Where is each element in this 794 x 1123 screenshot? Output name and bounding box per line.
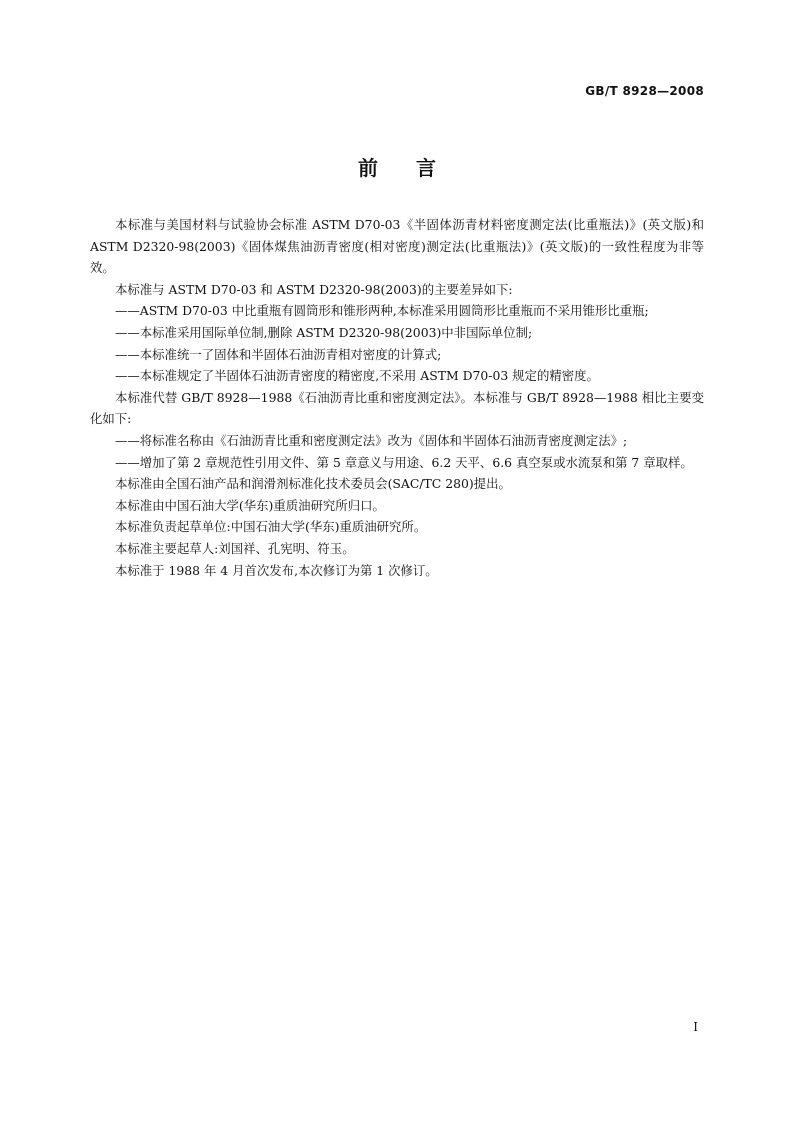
paragraph-administrator: 本标准由中国石油大学(华东)重质油研究所归口。 — [115, 497, 385, 513]
paragraph-drafting-unit: 本标准负责起草单位:中国石油大学(华东)重质油研究所。 — [115, 519, 427, 535]
page-number: I — [693, 1020, 698, 1034]
paragraph-replacement: 本标准代替 GB/T 8928—1988《石油沥青比重和密度测定法》。本标准与 GB/T 8928—1988 相比主要变化如下: — [90, 389, 704, 427]
list-item-difference: ——本标准统一了固体和半固体石油沥青相对密度的计算式; — [115, 346, 442, 362]
title-char-2: 言 — [416, 156, 436, 180]
list-item-change: ——增加了第 2 章规范性引用文件、第 5 章意义与用途、6.2 天平、6.6 真空泵或水流泵和第 7 章取样。 — [115, 454, 693, 470]
list-item-difference: ——本标准规定了半固体石油沥青密度的精密度,不采用 ASTM D70-03 规定的精密度。 — [115, 368, 599, 384]
title-char-1: 前 — [358, 156, 378, 180]
standard-number: GB/T 8928—2008 — [585, 84, 704, 98]
page-title — [0, 152, 794, 181]
foreword-body — [90, 214, 704, 581]
paragraph-proposer: 本标准由全国石油产品和润滑剂标准化技术委员会(SAC/TC 280)提出。 — [115, 476, 511, 492]
paragraph-drafters: 本标准主要起草人:刘国祥、孔宪明、符玉。 — [115, 540, 355, 556]
paragraph-history: 本标准于 1988 年 4 月首次发布,本次修订为第 1 次修订。 — [115, 562, 438, 578]
paragraph-equivalence: 本标准与美国材料与试验协会标准 ASTM D70-03《半固体沥青材料密度测定法(比重瓶法)》(英文版)和 ASTM D2320-98(2003)《固体煤焦油沥青密度(相对密度)测定法(比重瓶法)》(英文版)的一致性程度为非等效。 — [90, 217, 704, 276]
paragraph-differences-intro: 本标准与 ASTM D70-03 和 ASTM D2320-98(2003)的主要差异如下: — [115, 281, 513, 297]
list-item-difference: ——ASTM D70-03 中比重瓶有圆筒形和锥形两种,本标准采用圆筒形比重瓶而不采用锥形比重瓶; — [115, 303, 649, 319]
list-item-change: ——将标准名称由《石油沥青比重和密度测定法》改为《固体和半固体石油沥青密度测定法》; — [115, 432, 628, 448]
list-item-difference: ——本标准采用国际单位制,删除 ASTM D2320-98(2003)中非国际单位制; — [115, 324, 533, 340]
